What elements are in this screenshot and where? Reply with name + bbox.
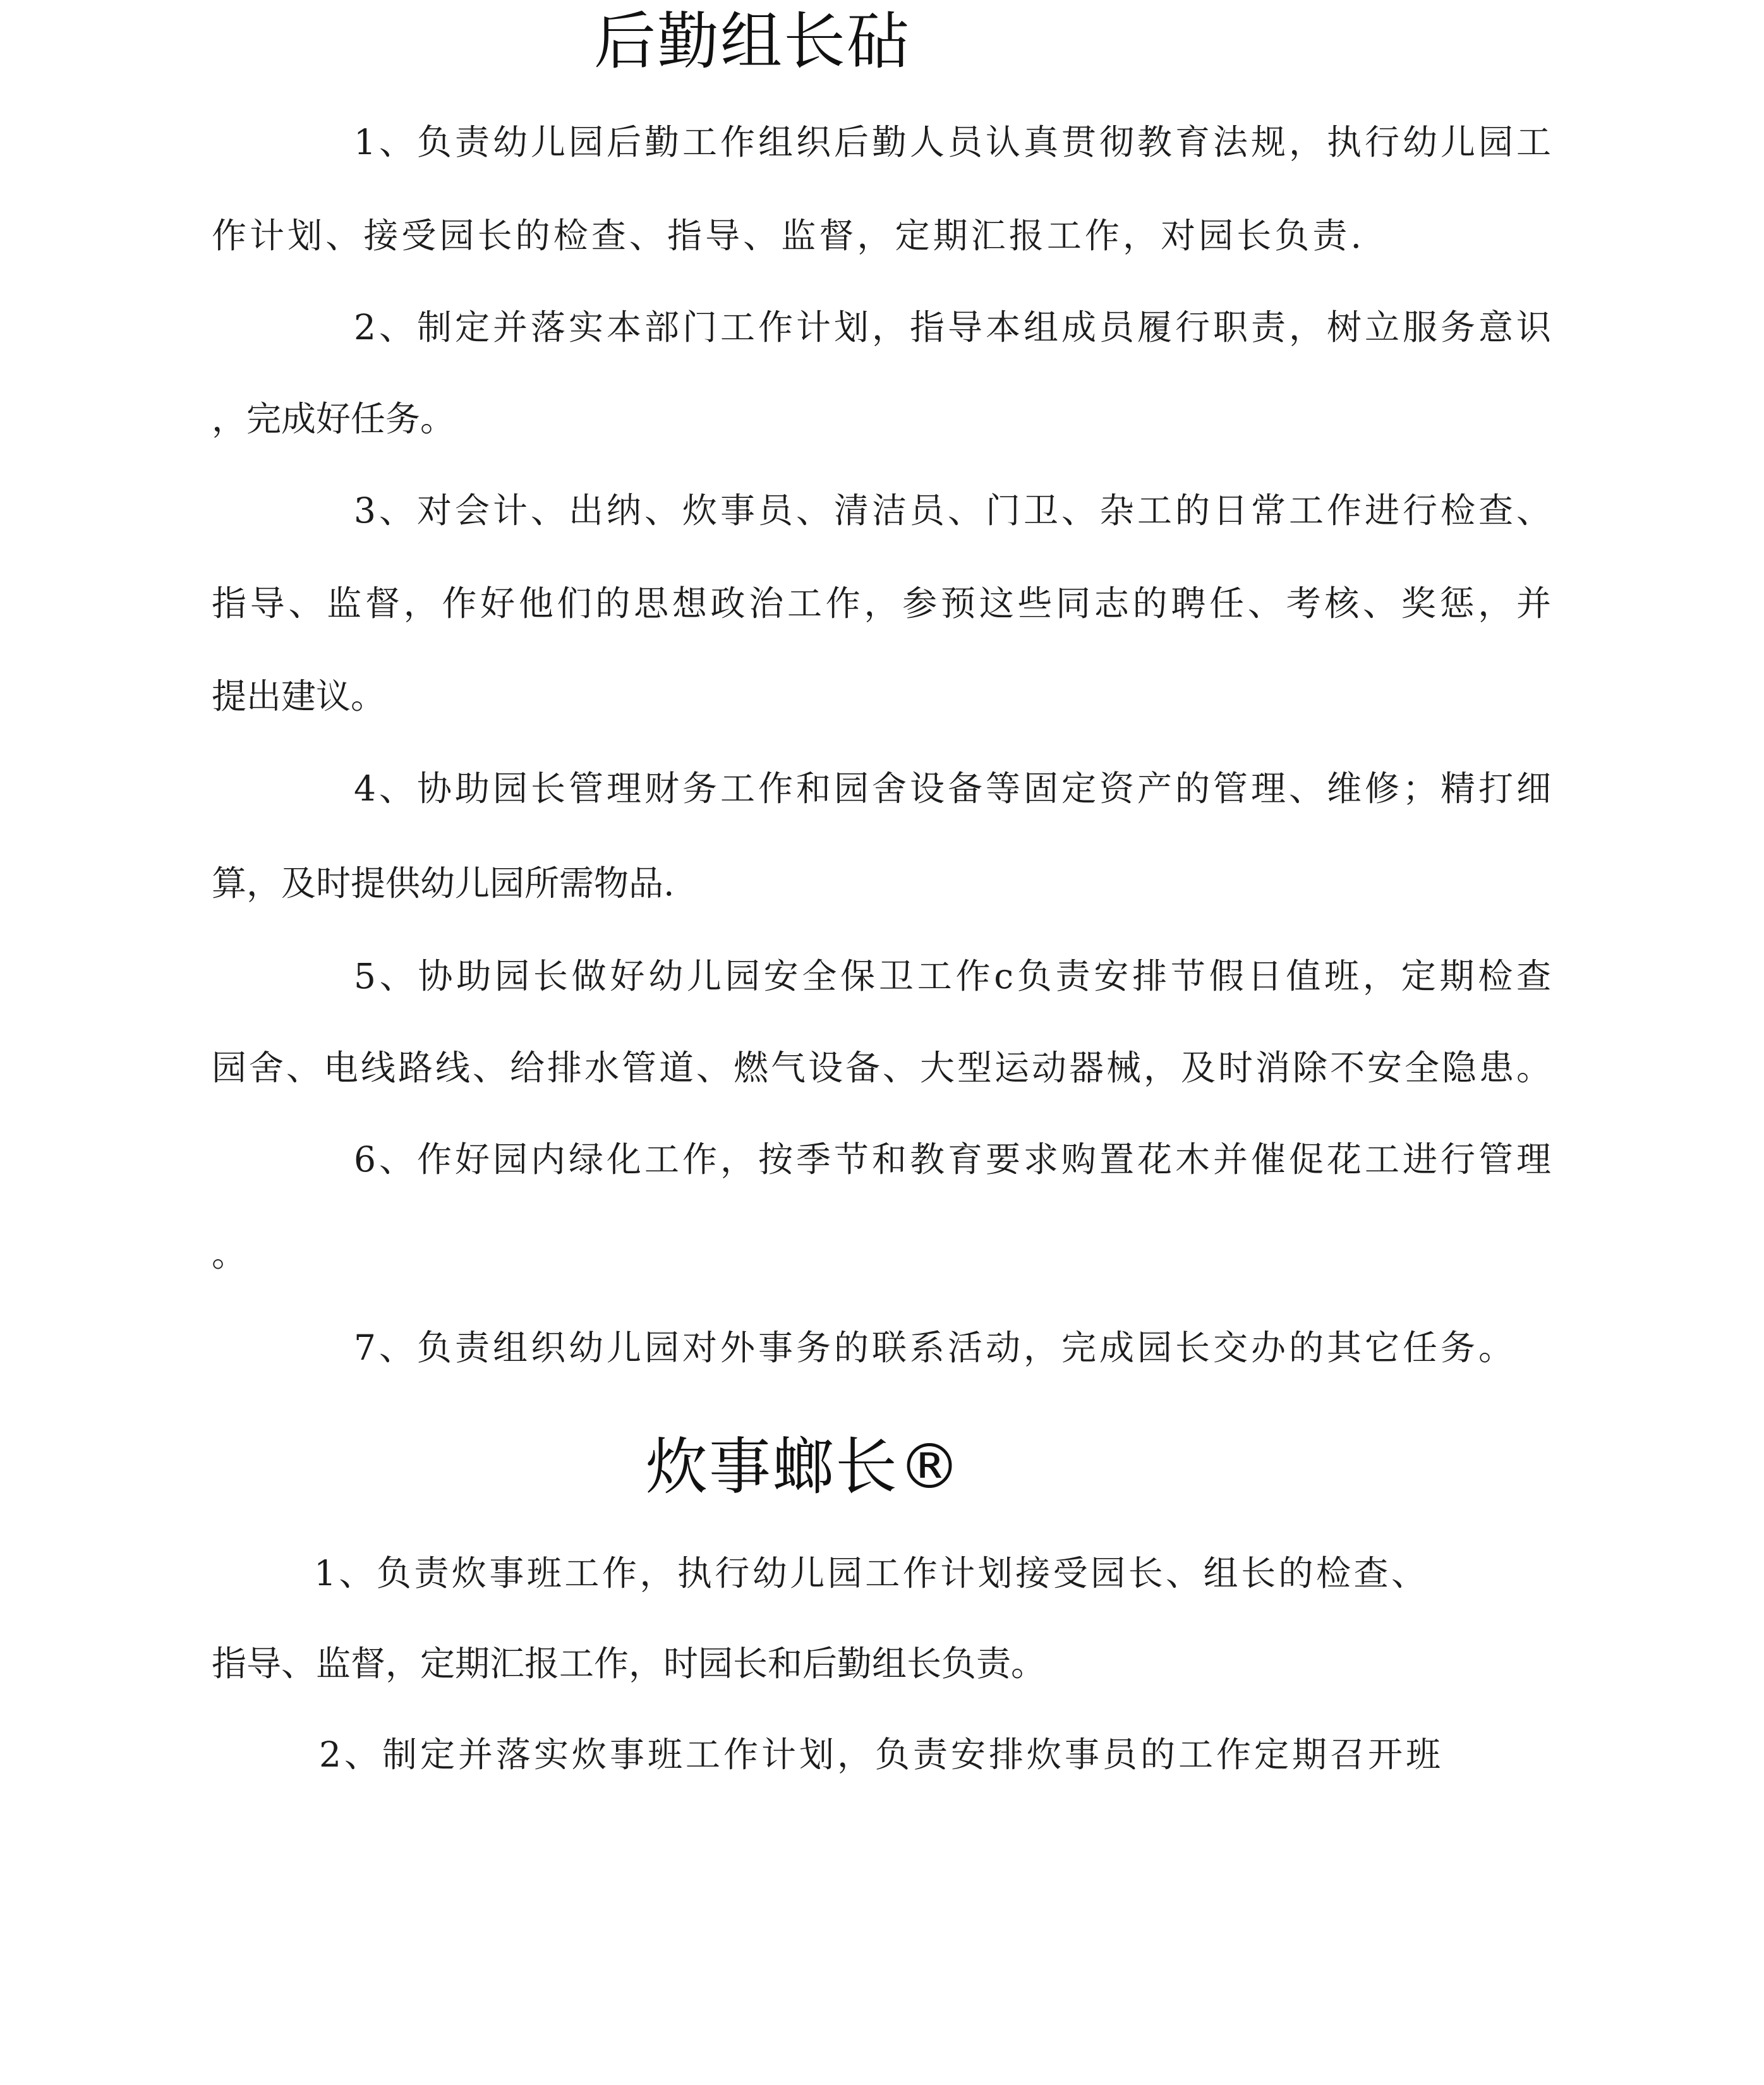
paragraph-line: 提出建议。 [212,676,386,716]
paragraph-line: 3、对会计、出纳、炊事员、清洁员、门卫、杂工的日常工作进行检查、 [354,490,1551,531]
paragraph-line: 。 [212,1234,247,1274]
paragraph-line: 1、负责炊事班工作，执行幼儿园工作计划接受园长、组长的检查、 [314,1553,1426,1593]
paragraph-line: 指导、监督，作好他们的思想政治工作，参预这些同志的聘任、考核、奖惩，并 [212,583,1551,624]
paragraph-line: 4、协助园长管理财务工作和园舍设备等固定资产的管理、维修；精打细 [354,768,1551,809]
paragraph-line: 7、负责组织幼儿园对外事务的联系活动，完成园长交办的其它任务。 [354,1327,1513,1368]
paragraph-line: 算，及时提供幼儿园所需物品. [212,863,675,904]
paragraph-line: 1、负责幼儿园后勤工作组织后勤人员认真贯彻教育法规，执行幼儿园工 [354,122,1551,162]
paragraph-line: 指导、监督，定期汇报工作，时园长和后勤组长负责。 [212,1643,1046,1684]
paragraph-line: 2、制定并落实炊事班工作计划，负责安排炊事员的工作定期召开班 [319,1734,1441,1775]
section2-title: 炊事螂长® [646,1431,962,1503]
paragraph-line: 5、协助园长做好幼儿园安全保卫工作c负责安排节假日值班，定期检查 [354,956,1551,996]
paragraph-line: 2、制定并落实本部门工作计划，指导本组成员履行职责，树立服务意识 [354,307,1551,348]
section1-title: 后勤组长砧 [594,6,910,78]
paragraph-line: 园舍、电线路线、给排水管道、燃气设备、大型运动器械，及时消除不安全隐患。 [212,1048,1551,1088]
paragraph-line: ，完成好任务。 [212,399,456,439]
paragraph-line: 作计划、接受园长的检查、指导、监督，定期汇报工作，对园长负责. [212,215,1362,256]
paragraph-line: 6、作好园内绿化工作，按季节和教育要求购置花木并催促花工进行管理 [354,1139,1551,1180]
